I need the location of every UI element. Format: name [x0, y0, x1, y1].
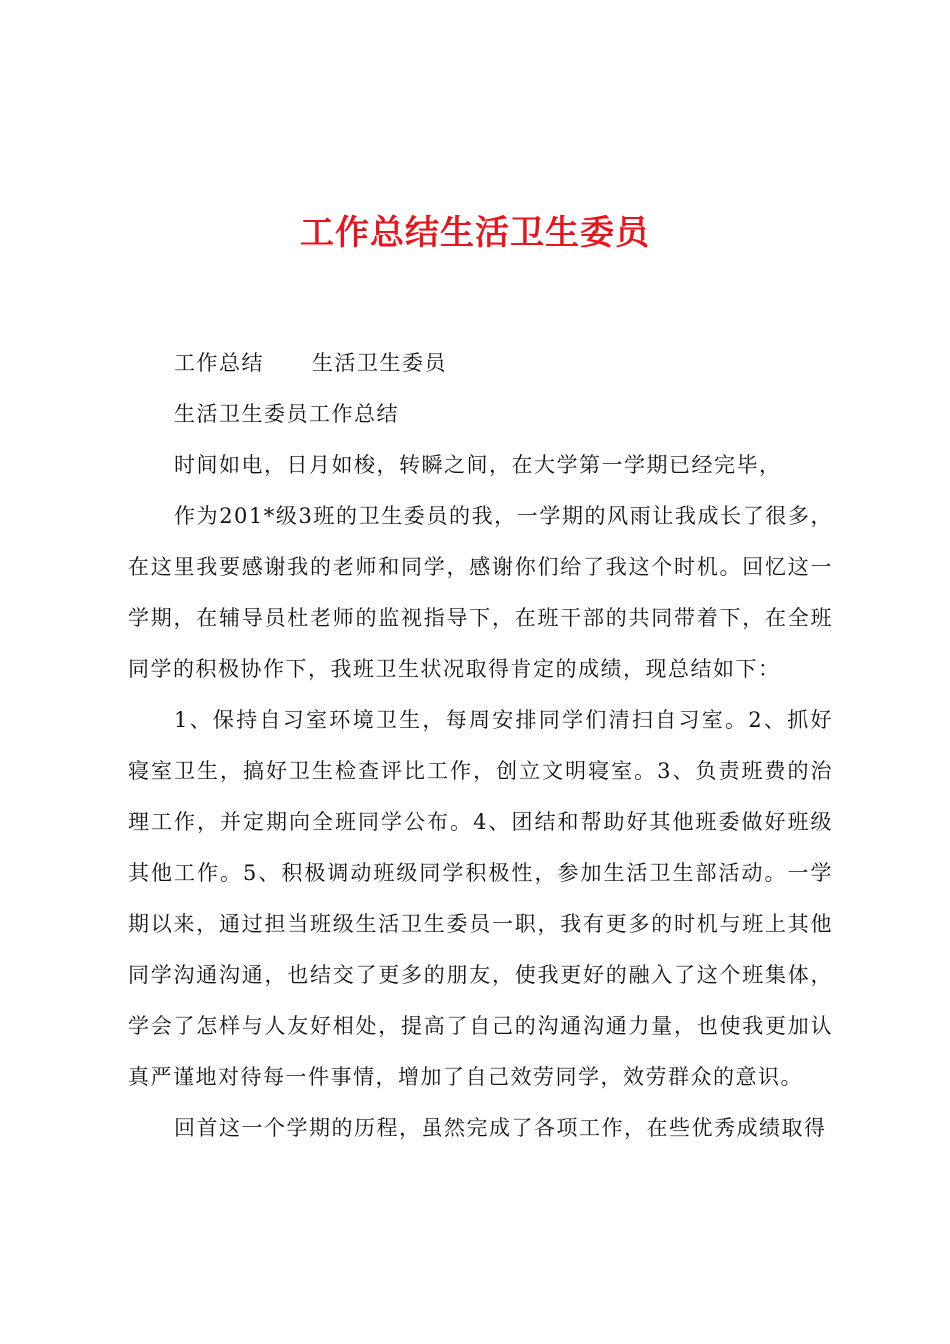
document-heading — [128, 338, 833, 389]
paragraph-3: 1、保持自习室环境卫生，每周安排同学们清扫自习室。2、抓好寝室卫生，搞好卫生检查评比工作，创立文明寝室。3、负责班费的治理工作，并定期向全班同学公布。4、团结和帮助好其他班委做好班级其他工作。5、积极调动班级同学积极性，参加生活卫生部活动。一学期以来，通过担当班级生活卫生委员一职，我有更多的时机与班上其他同学沟通沟通，也结交了更多的朋友，使我更好的融入了这个班集体，学会了怎样与人友好相处，提高了自己的沟通沟通力量，也使我更加认真严谨地对待每一件事情，增加了自己效劳同学，效劳群众的意识。 — [128, 708, 833, 1089]
document-body — [128, 338, 833, 1154]
document-title: 工作总结生活卫生委员 — [300, 213, 650, 253]
paragraph-4: 回首这一个学期的历程，虽然完成了各项工作，在些优秀成绩取得 — [174, 1116, 827, 1140]
paragraph-1: 时间如电，日月如梭，转瞬之间，在大学第一学期已经完毕， — [174, 453, 782, 477]
document-subheading: 生活卫生委员工作总结 — [174, 402, 399, 426]
paragraph-2: 作为201*级3班的卫生委员的我，一学期的风雨让我成长了很多，在这里我要感谢我的老师和同学，感谢你们给了我这个时机。回忆这一学期，在辅导员杜老师的监视指导下，在班干部的共同带着下，在全班同学的积极协作下，我班卫生状况取得肯定的成绩，现总结如下： — [128, 504, 833, 681]
heading-part-2: 生活卫生委员 — [312, 351, 447, 375]
heading-part-1: 工作总结 — [174, 351, 264, 375]
